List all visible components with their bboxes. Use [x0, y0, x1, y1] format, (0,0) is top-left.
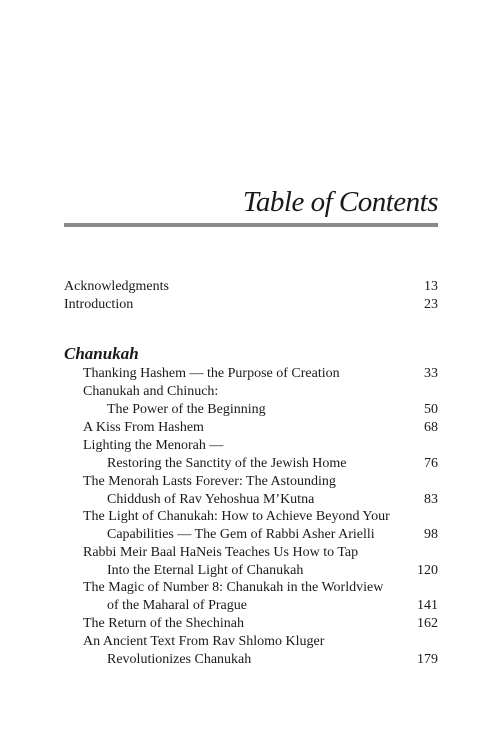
- toc-entry-title-continued: Revolutionizes Chanukah: [107, 652, 252, 667]
- toc-entry-title-continued: Capabilities — The Gem of Rabbi Asher Arielli: [107, 527, 375, 542]
- toc-entry-title-continued: Into the Eternal Light of Chanukah: [107, 563, 304, 578]
- toc-entry-title-continued: Restoring the Sanctity of the Jewish Home: [107, 456, 347, 471]
- toc-entry-page: 162: [417, 616, 438, 631]
- toc-entry-page: 179: [417, 652, 438, 667]
- toc-entry-title: The Light of Chanukah: How to Achieve Beyond Your: [83, 509, 390, 524]
- toc-entry-page: 13: [424, 279, 438, 294]
- toc-entry-title-continued: Chiddush of Rav Yehoshua M’Kutna: [107, 492, 315, 507]
- toc-entry-title: The Menorah Lasts Forever: The Astounding: [83, 474, 336, 489]
- page-title: Table of Contents: [242, 186, 438, 218]
- toc-entry-page: 50: [424, 402, 438, 417]
- toc-entry-page: 141: [417, 598, 438, 613]
- toc-entry-title: A Kiss From Hashem: [83, 420, 204, 435]
- section-heading: Chanukah: [64, 344, 139, 363]
- toc-entry-page: 76: [424, 456, 438, 471]
- toc-entry-title: Rabbi Meir Baal HaNeis Teaches Us How to Tap: [83, 545, 359, 560]
- toc-entry-title: An Ancient Text From Rav Shlomo Kluger: [83, 634, 325, 649]
- toc-entry-page: 33: [424, 366, 438, 381]
- toc-entry-page: 83: [424, 492, 438, 507]
- toc-entry-title-continued: The Power of the Beginning: [107, 402, 266, 417]
- toc-entry-page: 68: [424, 420, 438, 435]
- toc-entry-title: Acknowledgments: [64, 279, 169, 294]
- toc-entry-title-continued: of the Maharal of Prague: [107, 598, 247, 613]
- toc-entry-title: Chanukah and Chinuch:: [83, 384, 219, 399]
- toc-entry-title: The Return of the Shechinah: [83, 616, 244, 631]
- toc-entry-title: Thanking Hashem — the Purpose of Creation: [83, 366, 340, 381]
- toc-entry-title: Lighting the Menorah —: [83, 438, 224, 453]
- toc-entry-page: 120: [417, 563, 438, 578]
- toc-entry-title: The Magic of Number 8: Chanukah in the Worldview: [83, 580, 384, 595]
- title-rule: [64, 223, 438, 227]
- toc-entry-title: Introduction: [64, 297, 134, 312]
- toc-entry-page: 98: [424, 527, 438, 542]
- toc-entry-page: 23: [424, 297, 438, 312]
